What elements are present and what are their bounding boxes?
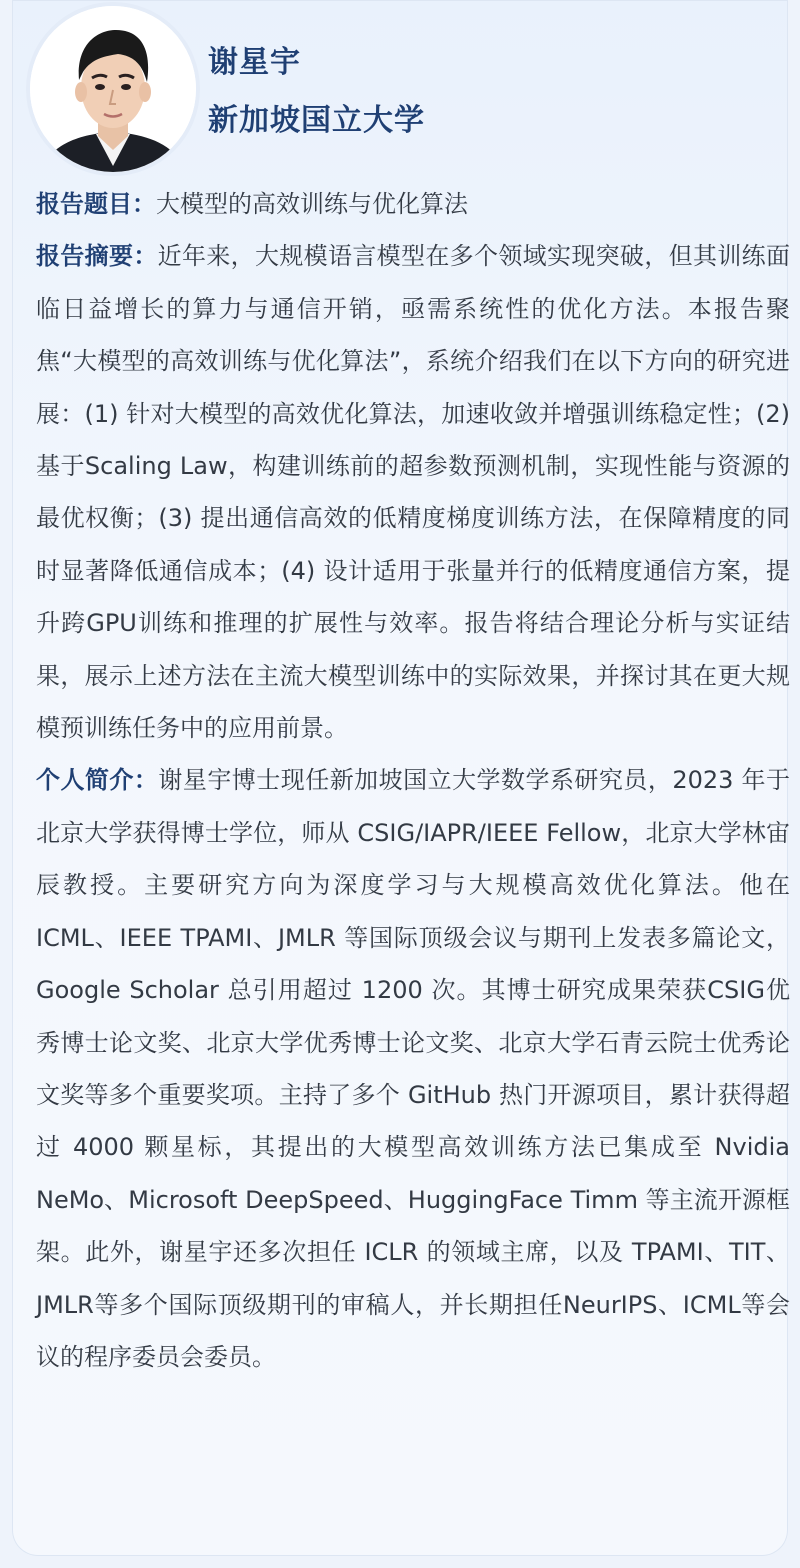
talk-abstract-label: 报告摘要： [36,242,158,271]
speaker-header [208,40,768,144]
speaker-bio-label: 个人简介： [36,766,159,795]
speaker-name: 谢星宇 [208,45,301,80]
talk-content [36,178,790,1383]
speaker-card [12,0,791,1556]
talk-title-label: 报告题目： [36,190,156,218]
talk-title: 大模型的高效训练与优化算法 [156,190,468,218]
talk-abstract-paragraph [36,230,790,754]
speaker-bio: 谢星宇博士现任新加坡国立大学数学系研究员，2023 年于北京大学获得博士学位，师从 CSIG/IAPR/IEEE Fellow，北京大学林宙辰教授。主要研究方向为深度学习与大规模高效优化算法。他在 ICML、IEEE TPAMI、JMLR 等国际顶级会议与期刊上发表多篇论文，Google Scholar 总引用超过 1200 次。其博士研究成果荣获CSIG优秀博士论文奖、北京大学优秀博士论文奖、北京大学石青云院士优秀论文奖等多个重要奖项。主持了多个 GitHub 热门开源项目，累计获得超过 4000 颗星标，其提出的大模型高效训练方法已集成至 Nvidia NeMo、Microsoft DeepSpeed、HuggingFace Timm 等主流开源框架。此外，谢星宇还多次担任 ICLR 的领域主席，以及 TPAMI、TIT、JMLR等多个国际顶级期刊的审稿人，并长期担任NeurIPS、ICML等会议的程序委员会委员。 [36,766,790,1371]
speaker-portrait-icon [30,6,196,172]
talk-abstract: 近年来，大规模语言模型在多个领域实现突破，但其训练面临日益增长的算力与通信开销，亟需系统性的优化方法。本报告聚焦“大模型的高效训练与优化算法”，系统介绍我们在以下方向的研究进展：(1) 针对大模型的高效优化算法，加速收敛并增强训练稳定性；(2) 基于Scaling Law，构建训练前的超参数预测机制，实现性能与资源的最优权衡；(3) 提出通信高效的低精度梯度训练方法，在保障精度的同时显著降低通信成本；(4) 设计适用于张量并行的低精度通信方案，提升跨GPU训练和推理的扩展性与效率。报告将结合理论分析与实证结果，展示上述方法在主流大模型训练中的实际效果，并探讨其在更大规模预训练任务中的应用前景。 [36,242,791,743]
speaker-bio-paragraph [36,754,790,1383]
speaker-affiliation: 新加坡国立大学 [208,103,425,138]
talk-title-paragraph [36,178,790,230]
speaker-avatar [30,6,196,172]
